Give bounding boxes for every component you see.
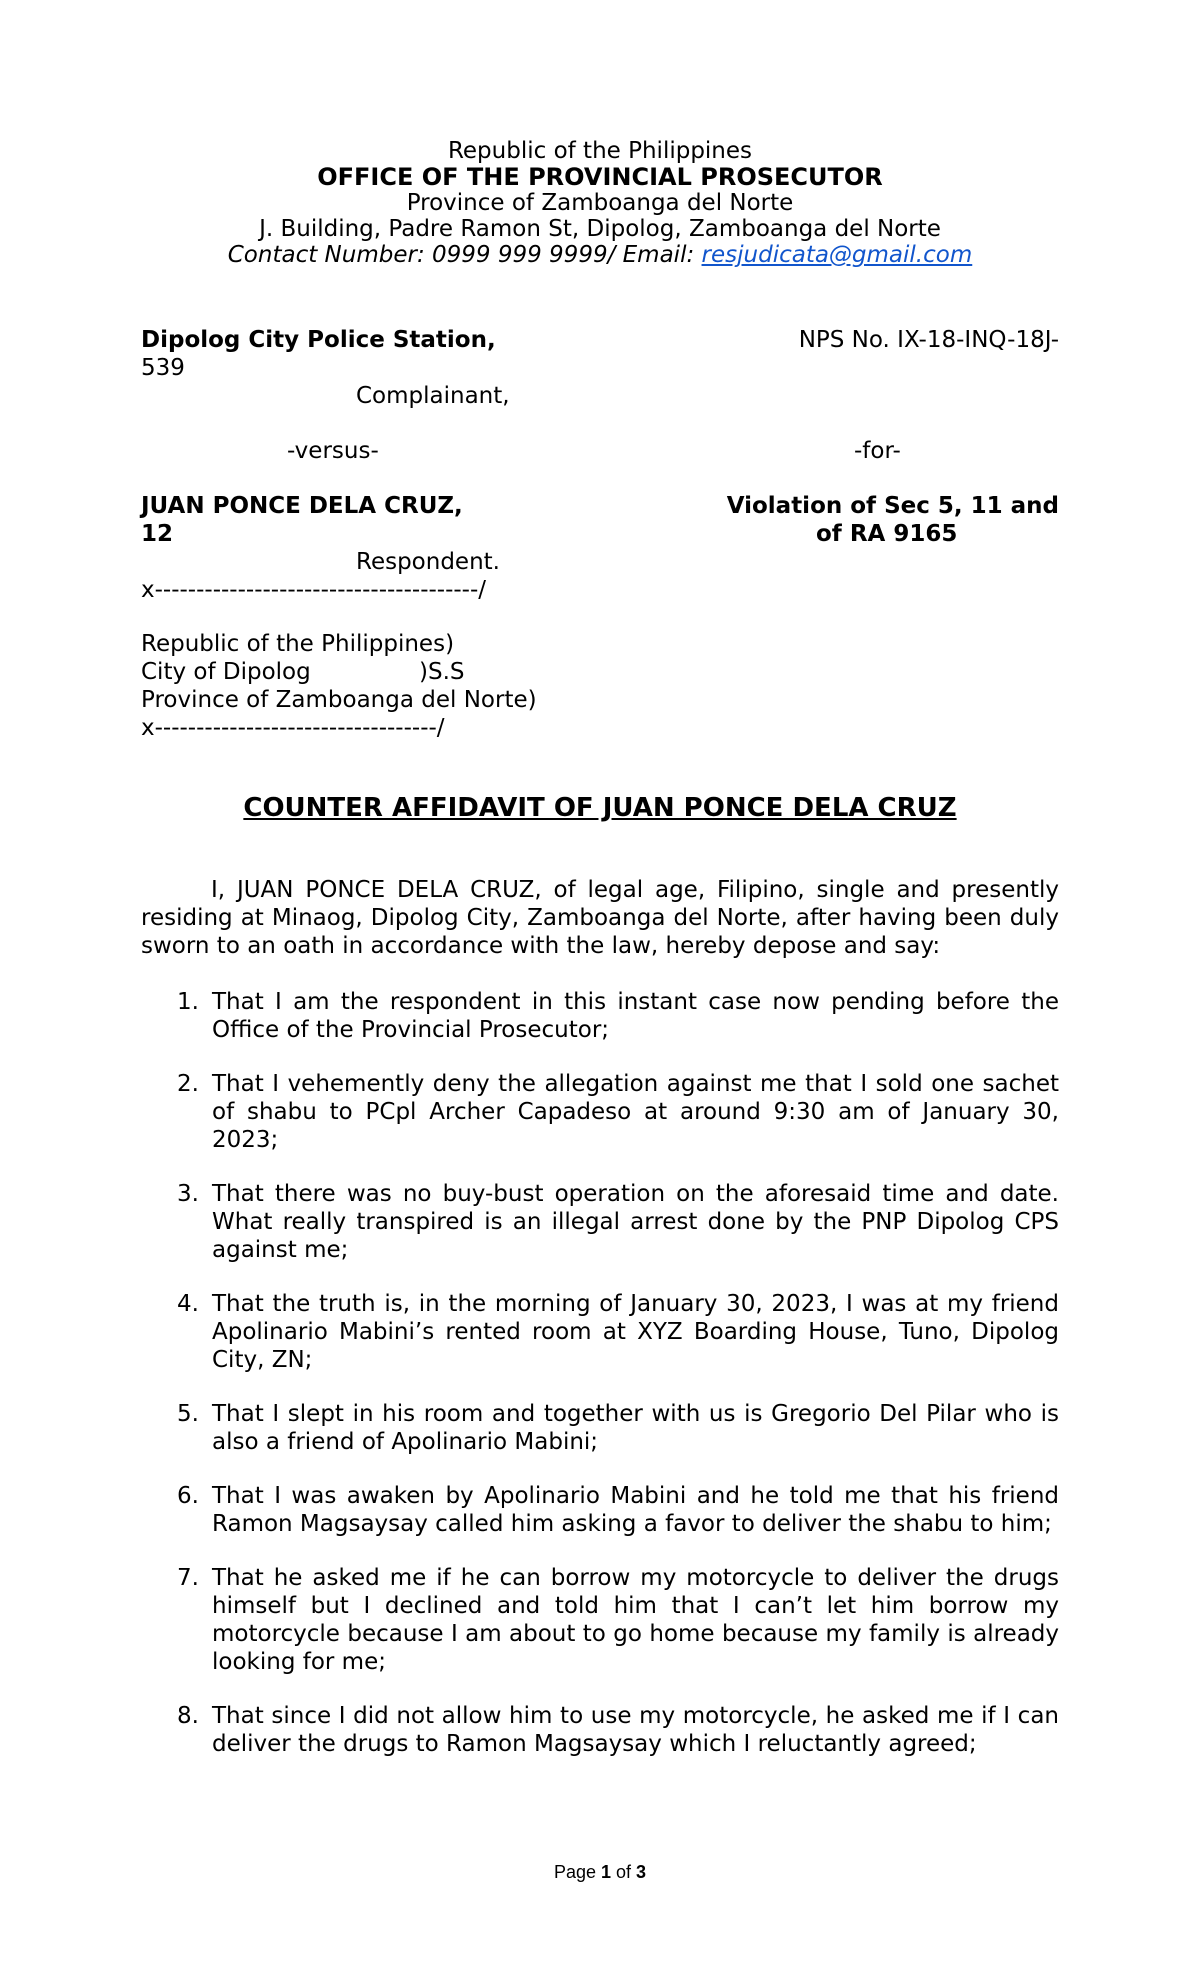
email-link[interactable]: resjudicata@gmail.com bbox=[701, 242, 973, 268]
letterhead bbox=[0, 138, 1200, 268]
contact-text: Contact Number: 0999 999 9999/ Email: bbox=[227, 242, 702, 268]
violation-line2: of RA 9165 bbox=[816, 521, 958, 547]
page-footer bbox=[0, 1862, 1200, 1883]
respondent-role: Respondent. bbox=[356, 549, 500, 575]
letterhead-contact bbox=[0, 242, 1200, 268]
item-text: That I am the respondent in this instant case now pending before the Office of the Provincial Prosecutor; bbox=[212, 989, 1059, 1043]
list-item bbox=[141, 1702, 1059, 1758]
item-number: 3. bbox=[177, 1181, 199, 1207]
item-number: 4. bbox=[177, 1291, 199, 1317]
item-text: That I vehemently deny the allegation against me that I sold one sachet of shabu to PCpl Archer Capadeso at around 9:30 am of January 30, 2023; bbox=[212, 1071, 1059, 1153]
violation-continuation: 12 bbox=[141, 521, 174, 547]
list-item bbox=[141, 1482, 1059, 1538]
complainant-name: Dipolog City Police Station, bbox=[141, 327, 496, 353]
intro-text: I, JUAN PONCE DELA CRUZ, of legal age, Filipino, single and presently residing at Minaog, Dipolog City, Zamboanga del Norte, after having been duly sworn to an oath in accordance with the law, hereby depose and say: bbox=[141, 877, 1059, 959]
list-item bbox=[141, 988, 1059, 1044]
list-item bbox=[141, 1070, 1059, 1154]
of-word: of bbox=[611, 1862, 637, 1882]
statement-list bbox=[141, 988, 1059, 1784]
list-item bbox=[141, 1400, 1059, 1456]
venue-republic: Republic of the Philippines) bbox=[141, 631, 455, 657]
complainant-role: Complainant, bbox=[356, 383, 510, 409]
letterhead-address: J. Building, Padre Ramon St, Dipolog, Zamboanga del Norte bbox=[259, 216, 941, 242]
page-total: 3 bbox=[636, 1862, 647, 1882]
venue-divider: x----------------------------------/ bbox=[141, 715, 445, 741]
item-number: 6. bbox=[177, 1483, 199, 1509]
venue-city: City of Dipolog bbox=[141, 659, 311, 685]
intro-paragraph bbox=[141, 876, 1059, 960]
page-word: Page bbox=[553, 1862, 601, 1882]
document-title bbox=[0, 793, 1200, 823]
list-item bbox=[141, 1564, 1059, 1676]
respondent-name: JUAN PONCE DELA CRUZ, bbox=[141, 493, 463, 519]
caption-divider: x---------------------------------------/ bbox=[141, 577, 487, 603]
nps-number-continuation: 539 bbox=[141, 355, 185, 381]
venue-ss: )S.S bbox=[419, 659, 465, 685]
item-number: 7. bbox=[177, 1565, 199, 1591]
list-item bbox=[141, 1290, 1059, 1374]
versus-label: -versus- bbox=[287, 438, 379, 464]
item-text: That since I did not allow him to use my motorcycle, he asked me if I can deliver the drugs to Ramon Magsaysay which I reluctantly agreed; bbox=[212, 1703, 1059, 1757]
item-text: That the truth is, in the morning of January 30, 2023, I was at my friend Apolinario Mabini’s rented room at XYZ Boarding House, Tuno, Dipolog City, ZN; bbox=[212, 1291, 1059, 1373]
document-title-text: COUNTER AFFIDAVIT OF JUAN PONCE DELA CRUZ bbox=[243, 793, 957, 823]
letterhead-province: Province of Zamboanga del Norte bbox=[406, 190, 794, 216]
letterhead-office: OFFICE OF THE PROVINCIAL PROSECUTOR bbox=[317, 163, 883, 191]
page-number: 1 bbox=[601, 1862, 612, 1882]
item-text: That there was no buy-bust operation on the aforesaid time and date. What really transpired is an illegal arrest done by the PNP Dipolog CPS against me; bbox=[212, 1181, 1059, 1263]
list-item bbox=[141, 1180, 1059, 1264]
for-label: -for- bbox=[854, 438, 901, 464]
venue-province: Province of Zamboanga del Norte) bbox=[141, 687, 537, 713]
item-text: That I slept in his room and together with us is Gregorio Del Pilar who is also a friend of Apolinario Mabini; bbox=[212, 1401, 1059, 1455]
item-number: 8. bbox=[177, 1703, 199, 1729]
nps-number: NPS No. IX-18-INQ-18J- bbox=[798, 327, 1059, 353]
item-number: 5. bbox=[177, 1401, 199, 1427]
violation-line1: Violation of Sec 5, 11 and bbox=[726, 493, 1059, 519]
item-text: That he asked me if he can borrow my motorcycle to deliver the drugs himself but I declined and told him that I can’t let him borrow my motorcycle because I am about to go home because my family is already looking for me; bbox=[212, 1565, 1059, 1675]
item-number: 1. bbox=[177, 989, 199, 1015]
item-number: 2. bbox=[177, 1071, 199, 1097]
letterhead-republic: Republic of the Philippines bbox=[447, 138, 753, 164]
item-text: That I was awaken by Apolinario Mabini and he told me that his friend Ramon Magsaysay called him asking a favor to deliver the shabu to him; bbox=[212, 1483, 1059, 1537]
